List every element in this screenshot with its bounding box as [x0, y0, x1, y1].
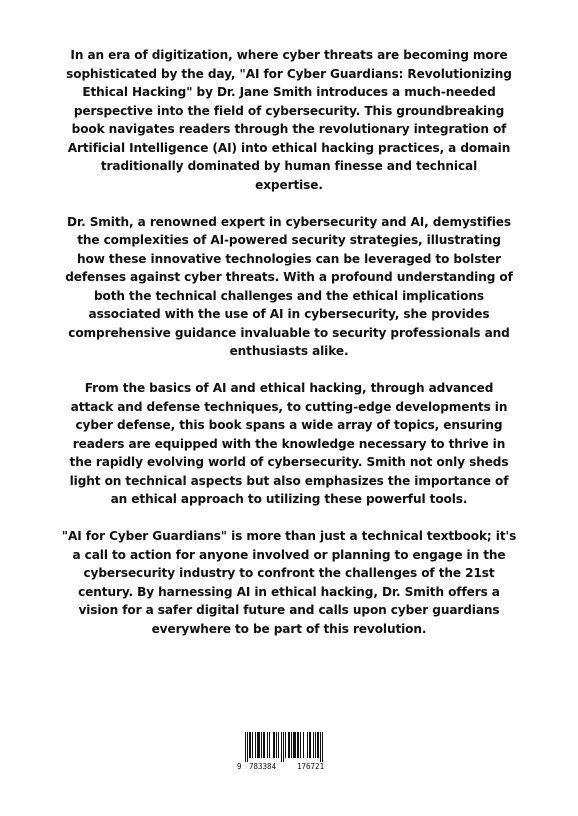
barcode-bar — [309, 732, 311, 758]
text-line: In an era of digitization, where cyber threats are becoming more — [70, 48, 508, 62]
text-line: attack and defense techniques, to cutting-edge developments in — [70, 399, 508, 414]
barcode-bar — [252, 732, 253, 758]
barcode-bar — [269, 732, 270, 758]
description-paragraph-3 — [50, 379, 528, 509]
text-line: defenses against cyber threats. With a profound understanding of — [65, 270, 513, 284]
description-paragraph-1 — [50, 46, 528, 194]
description-paragraph-2 — [50, 213, 528, 361]
barcode-bar — [300, 732, 301, 758]
text-line: associated with the use of AI in cybersecurity, she provides — [88, 307, 490, 321]
text-line: cybersecurity industry to confront the challenges of the 21st — [83, 566, 495, 580]
text-line: sophisticated by the day, "AI for Cyber Guardians: Revolutionizing — [66, 66, 512, 81]
barcode-bar — [293, 732, 296, 758]
barcode-bar — [257, 732, 260, 758]
barcode-bar — [297, 732, 299, 758]
barcode-bar — [278, 732, 279, 758]
text-line: a call to action for anyone involved or planning to engage in the — [72, 547, 506, 562]
text-line: readers are equipped with the knowledge necessary to thrive in — [72, 436, 506, 451]
barcode-bar — [273, 732, 275, 758]
barcode-bar — [303, 732, 304, 758]
barcode-bar — [255, 732, 256, 758]
barcode-bar — [307, 732, 308, 758]
text-line: Dr. Smith, a renowned expert in cybersecurity and AI, demystifies — [67, 214, 511, 229]
barcode-bar — [288, 732, 290, 758]
text-line: light on technical aspects but also emphasizes the importance of — [69, 473, 509, 488]
barcode-bar — [281, 732, 282, 762]
text-line: traditionally dominated by human finesse and technical — [100, 159, 478, 173]
book-description — [50, 46, 528, 657]
text-line: the rapidly evolving world of cybersecurity. Smith not only sheds — [69, 455, 509, 469]
text-line: From the basics of AI and ethical hacking, through advanced — [84, 381, 494, 395]
barcode-digit-group-2: 176721 — [297, 762, 325, 771]
text-line: cyber defense, this book spans a wide array of topics, ensuring — [75, 418, 503, 432]
text-line: the complexities of AI-powered security strategies, illustrating — [77, 233, 501, 247]
text-line: expertise. — [255, 177, 323, 192]
text-line: century. By harnessing AI in ethical hacking, Dr. Smith offers a — [78, 584, 500, 599]
text-line: Ethical Hacking" by Dr. Jane Smith introduces a much-needed — [82, 85, 496, 99]
barcode-bar — [245, 732, 246, 762]
text-line: comprehensive guidance invaluable to security professionals and — [68, 325, 510, 340]
barcode-bar — [291, 732, 292, 758]
barcode-bar — [322, 732, 323, 762]
text-line: an ethical approach to utilizing these powerful tools. — [110, 492, 468, 506]
text-line: book navigates readers through the revolutionary integration of — [71, 122, 507, 136]
text-line: everywhere to be part of this revolution. — [151, 621, 427, 636]
description-paragraph-4 — [50, 527, 528, 638]
barcode-bar — [249, 732, 251, 758]
barcode-bar — [276, 732, 277, 758]
text-line: enthusiasts alike. — [229, 344, 349, 358]
text-line: Artificial Intelligence (AI) into ethical hacking practices, a domain — [67, 140, 511, 155]
text-line: how these innovative technologies can be leveraged to bolster — [77, 251, 501, 266]
barcode-bar — [320, 732, 321, 762]
text-line: perspective into the field of cybersecurity. This groundbreaking — [73, 103, 505, 118]
barcode-bar — [285, 732, 286, 758]
barcode-digit-group-1: 783384 — [249, 762, 277, 771]
barcode-bar — [313, 732, 314, 758]
text-line: both the technical challenges and the ethical implications — [93, 288, 485, 303]
barcode-digit-lead: 9 — [237, 762, 242, 771]
isbn-barcode — [237, 732, 339, 772]
text-line: "AI for Cyber Guardians" is more than just a technical textbook; it's — [61, 529, 517, 543]
barcode-bar — [263, 732, 265, 758]
barcode-bar — [315, 732, 316, 758]
barcode-bar — [283, 732, 284, 762]
barcode-icon — [237, 732, 339, 762]
barcode-bar — [317, 732, 319, 758]
barcode-digits — [237, 762, 339, 772]
barcode-bar — [247, 732, 248, 762]
barcode-bar — [261, 732, 262, 758]
barcode-bar — [267, 732, 268, 758]
text-line: vision for a safer digital future and calls upon cyber guardians — [78, 603, 500, 617]
